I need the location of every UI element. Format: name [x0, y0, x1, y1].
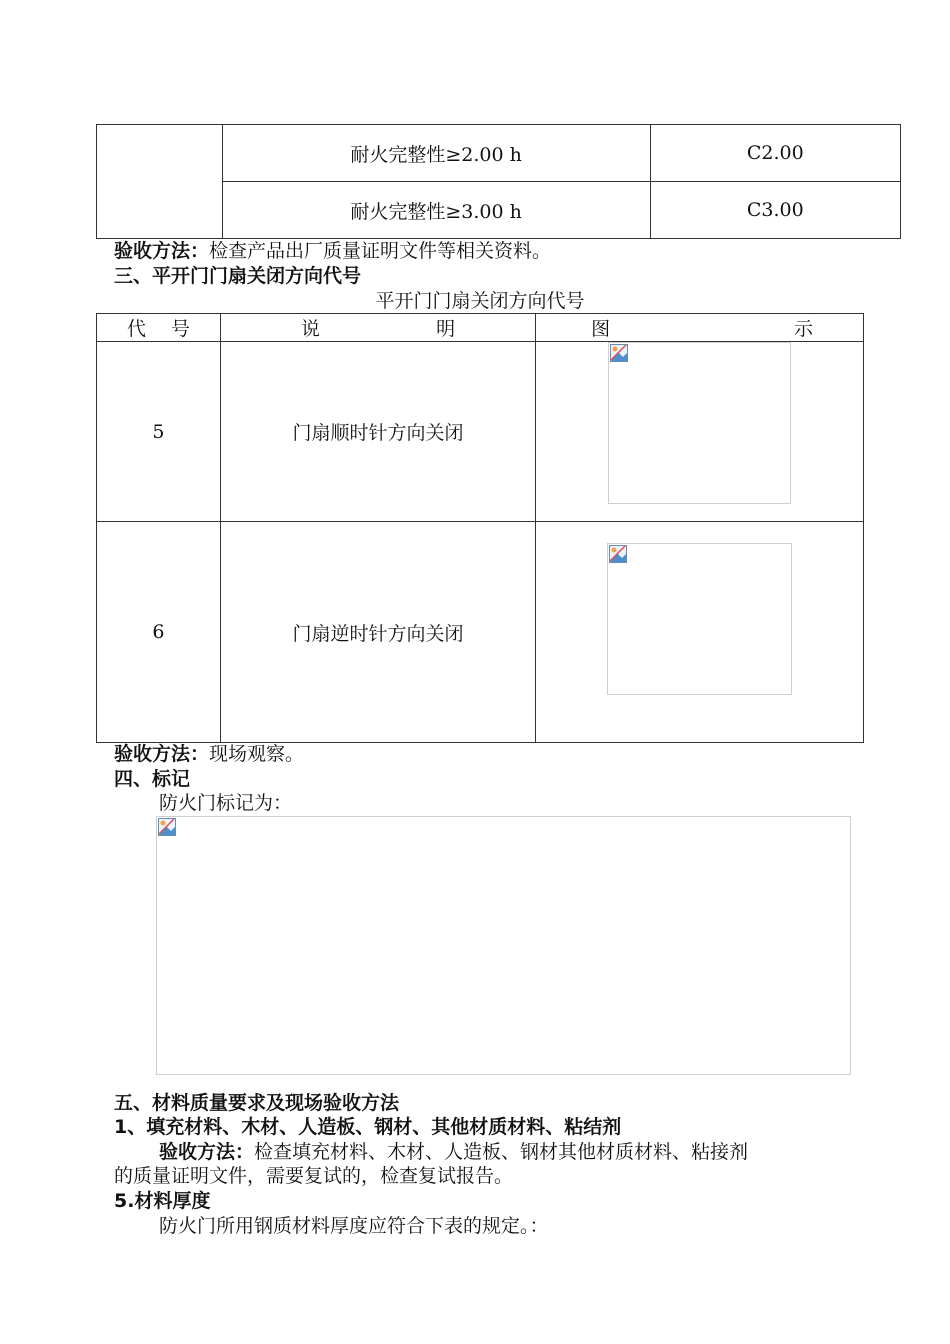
section-3-heading: 三、平开门门扇关闭方向代号 — [114, 265, 362, 287]
acceptance-method-1 — [114, 239, 551, 263]
row-code: 5 — [97, 342, 221, 522]
marking-diagram-image — [156, 816, 851, 1075]
header-desc: 说 明 — [220, 314, 535, 342]
broken-image-icon — [158, 818, 176, 836]
acceptance-label: 验收方法： — [114, 240, 210, 262]
section-4-heading: 四、标记 — [114, 768, 191, 790]
acceptance-text: 检查填充材料、木材、人造板、钢材其他材质材料、粘接剂 — [254, 1141, 749, 1163]
acceptance-text: 现场观察。 — [209, 743, 305, 765]
broken-image-icon — [610, 344, 628, 362]
acceptance-text: 检查产品出厂质量证明文件等相关资料。 — [209, 240, 552, 262]
section-5-sub1: 1、填充材料、木材、人造板、钢材、其他材质材料、粘结剂 — [114, 1116, 622, 1138]
acceptance-label: 验收方法： — [114, 743, 210, 765]
section-4-text: 防火门标记为： — [159, 792, 293, 814]
row-desc: 门扇逆时针方向关闭 — [220, 522, 535, 743]
section-5-acceptance-line2: 的质量证明文件，需要复试的，检查复试报告。 — [114, 1165, 514, 1187]
table-cell-code: C2.00 — [650, 125, 900, 182]
table-cell-desc: 耐火完整性≥3.00 h — [222, 182, 650, 239]
section-5-sub5-text: 防火门所用钢质材料厚度应符合下表的规定。： — [159, 1215, 549, 1237]
section-5-heading: 五、材料质量要求及现场验收方法 — [114, 1092, 400, 1114]
broken-image-icon — [609, 545, 627, 563]
merged-empty-cell — [97, 125, 223, 239]
fire-integrity-table — [96, 124, 901, 239]
header-code: 代 号 — [97, 314, 221, 342]
table-2-title: 平开门门扇关闭方向代号 — [375, 290, 585, 312]
section-5-acceptance-line1 — [159, 1140, 748, 1164]
counterclockwise-diagram-image — [607, 543, 792, 695]
section-5-sub5: 5.材料厚度 — [114, 1190, 211, 1212]
row-code: 6 — [97, 522, 221, 743]
row-desc: 门扇顺时针方向关闭 — [220, 342, 535, 522]
table-cell-desc: 耐火完整性≥2.00 h — [222, 125, 650, 182]
clockwise-diagram-image — [608, 342, 791, 504]
acceptance-label: 验收方法： — [159, 1141, 255, 1163]
header-fig: 图 示 — [536, 314, 864, 342]
acceptance-method-2 — [114, 742, 304, 766]
table-cell-code: C3.00 — [650, 182, 900, 239]
